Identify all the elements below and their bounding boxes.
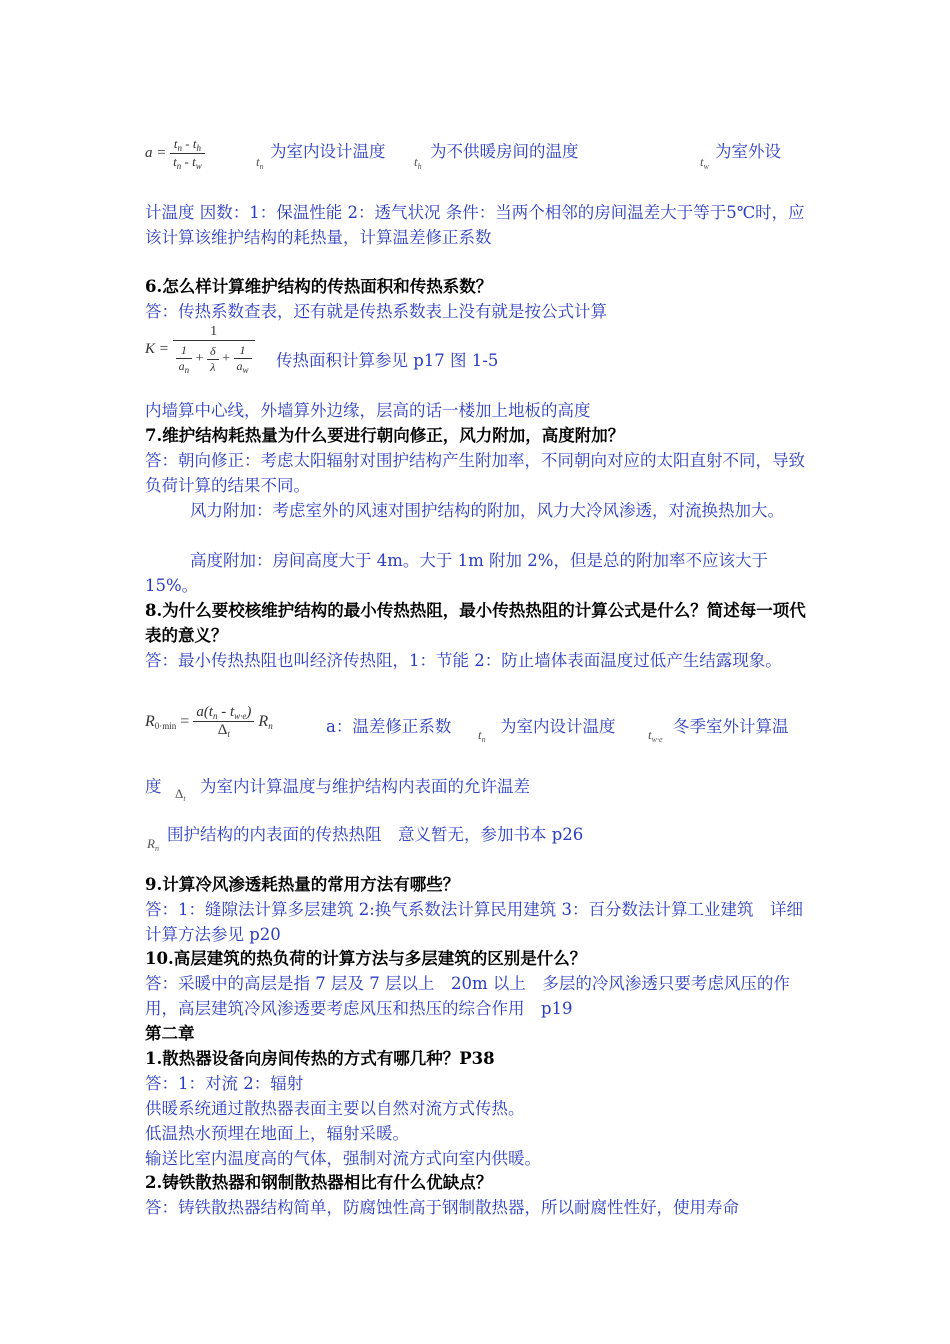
a8-twe-text: 冬季室外计算温 [673,717,789,736]
a8-delta-text: 为室内计算温度与维护结构内表面的允许温差 [200,777,530,796]
question-6: 6.怎么样计算维护结构的传热面积和传热系数？ [145,277,493,296]
formula-k [145,324,255,375]
chapter2-question-2: 2.铸铁散热器和钢制散热器相比有什么优缺点？ [145,1173,493,1192]
question-10: 10.高层建筑的热负荷的计算方法与多层建筑的区别是什么？ [145,949,587,968]
formula-a-lhs: a = [145,144,167,161]
chapter2-answer-1-line1: 答：1：对流 2：辐射 [145,1074,304,1093]
chapter2-question-1: 1.散热器设备向房间传热的方式有哪几种？P38 [145,1049,495,1068]
answer-7-height: 高度附加：房间高度大于 4m。大于 1m 附加 2%，但是总的附加率不应该大于 15%。 [145,551,768,595]
symbol-twe: $t_{w\cdot e}$ [648,727,663,744]
question-7: 7.维护结构耗热量为什么要进行朝向修正，风力附加，高度附加？ [145,426,625,445]
chapter2-answer-2: 答：铸铁散热器结构简单，防腐蚀性高于钢制散热器，所以耐腐性性好，使用寿命 [145,1198,739,1217]
chapter2-answer-1-line2: 供暖系统通过散热器表面主要以自然对流方式传热。 [145,1099,525,1118]
answer-9: 答：1：缝隙法计算多层建筑 2:换气系数法计算民用建筑 3：百分数法计算工业建筑 详细计算方法参见 p20 [145,900,804,944]
symbol-tn: $t_n$ [256,154,264,171]
symbol-tn-8: $t_n$ [478,727,486,744]
answer-7-wind: 风力附加：考虑室外的风速对围护结构的附加，风力大冷风渗透，对流换热加大。 [190,501,784,520]
formula-a [145,136,205,171]
symbol-rn: $R_n$ [147,836,159,853]
formula-k-lhs: K = [145,341,169,357]
tn-description: 为室内设计温度 [270,142,386,161]
a8-tn-text: 为室内设计温度 [500,717,616,736]
answer-6-area-ref: 传热面积计算参见 p17 图 1-5 [276,351,499,370]
symbol-tw: $t_w$ [700,154,709,171]
chapter2-answer-1-line3: 低温热水预埋在地面上，辐射采暖。 [145,1124,409,1143]
answer-7-orientation: 答：朝向修正：考虑太阳辐射对围护结构产生附加率，不同朝向对应的太阳直射不同，导致负荷计算的结果不同。 [145,451,805,495]
question-8: 8.为什么要校核维护结构的最小传热热阻，最小传热热阻的计算公式是什么？简述每一项代表的意义？ [145,601,806,645]
a8-coef-text: a：温差修正系数 [326,717,452,736]
formula-r0min: $R_{0\cdot min}$ = $\frac{a(t_n - t_{w\cdot e})}{\Delta_t}$ $R_n$ [145,704,273,739]
symbol-delta-t: $\Delta_t$ [175,786,186,803]
chapter-heading: 第二章 [145,1024,195,1043]
answer-6-line3: 内墙算中心线，外墙算外边缘，层高的话一楼加上地板的高度 [145,401,591,420]
answer-10: 答：采暖中的高层是指 7 层及 7 层以上 20m 以上 多层的冷风渗透只要考虑风压的作用，高层建筑冷风渗透要考虑风压和热压的综合作用 p19 [145,974,790,1018]
formula-k-fraction: 1 $\frac{1}{a_n}$ + $\frac{\delta}{\lambda}$ + $\frac{1}{a_w}$ [173,324,255,375]
symbol-th: $t_h$ [414,154,422,171]
th-description: 为不供暖房间的温度 [430,142,579,161]
a8-rn-text: 围护结构的内表面的传热热阻 意义暂无，参加书本 p26 [167,825,584,844]
paragraph-a-factors: 计温度 因数：1：保温性能 2：透气状况 条件：当两个相邻的房间温差大于等于5℃时，应该计算该维护结构的耗热量，计算温差修正系数 [145,203,805,247]
tw-description: 为室外设 [715,142,781,161]
answer-6-line1: 答：传热系数查表，还有就是传热系数表上没有就是按公式计算 [145,302,607,321]
formula-a-fraction: $\frac{t_n - t_h}{t_n - t_w}$ [170,136,205,171]
answer-8-line1: 答：最小传热热阻也叫经济传热阻，1：节能 2：防止墙体表面温度过低产生结露现象。 [145,651,782,670]
a8-degree-text: 度 [145,777,162,796]
chapter2-answer-1-line4: 输送比室内温度高的气体，强制对流方式向室内供暖。 [145,1149,541,1168]
question-9: 9.计算冷风渗透耗热量的常用方法有哪些？ [145,875,460,894]
formula-r-fraction: $\frac{a(t_n - t_{w\cdot e})}{\Delta_t}$ [193,704,254,739]
